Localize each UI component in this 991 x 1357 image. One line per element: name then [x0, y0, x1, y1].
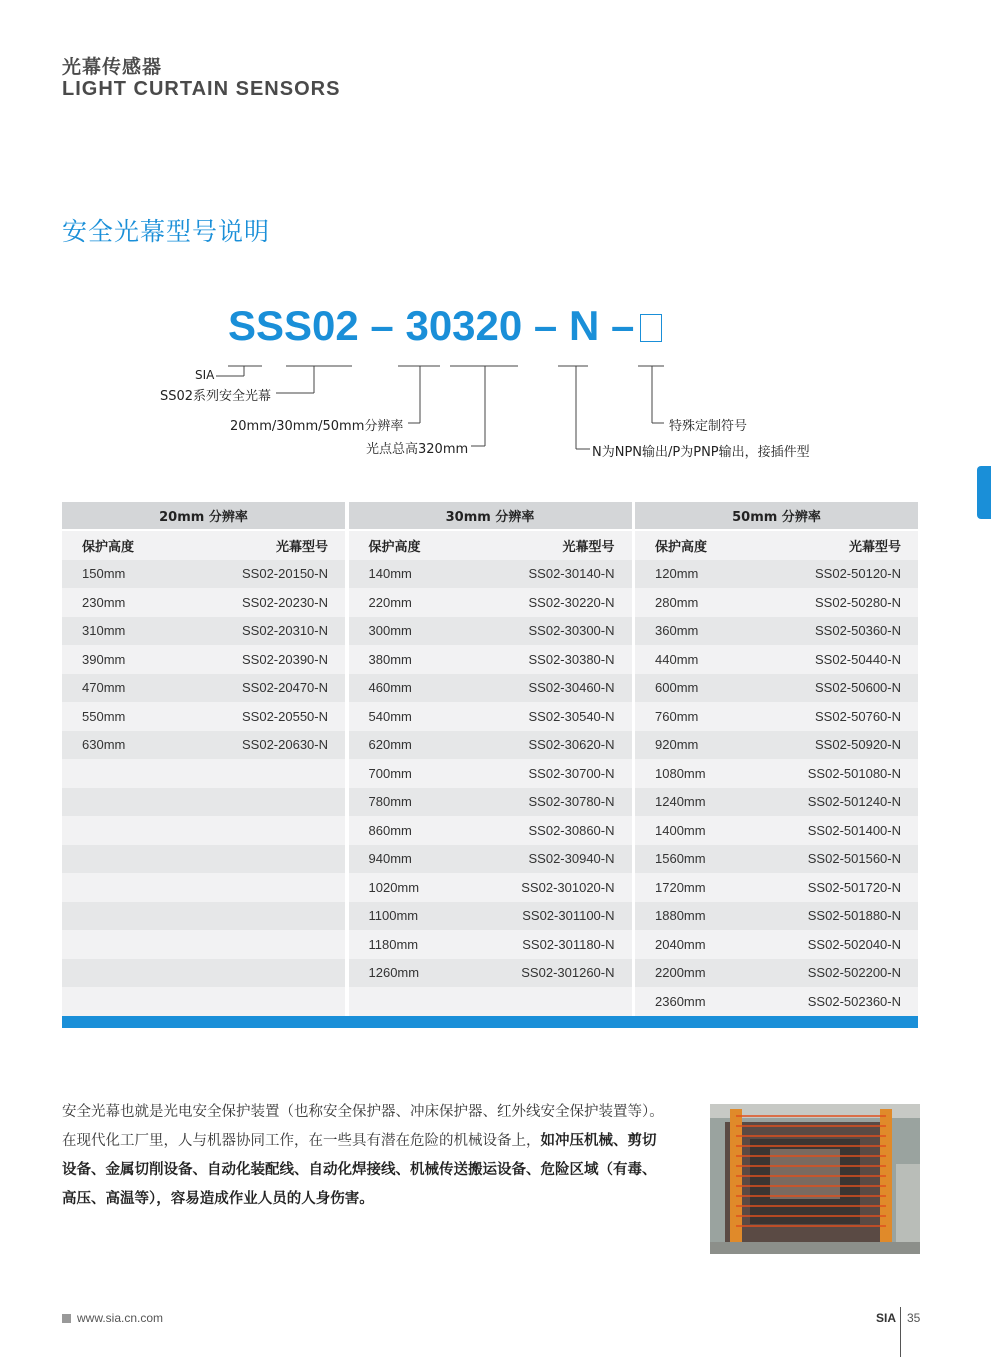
table-row [62, 930, 345, 959]
table-row [62, 759, 345, 788]
cell-model: SS02-20310-N [242, 623, 328, 639]
cell-height: 1080mm [655, 765, 706, 781]
table-column-group [349, 531, 632, 1016]
table-row [349, 560, 632, 589]
cell-height: 630mm [82, 737, 126, 753]
cell-height: 550mm [82, 708, 126, 724]
group-title-20mm: 20mm 分辨率 [62, 502, 345, 529]
cell-height: 920mm [655, 737, 699, 753]
cell-height: 1240mm [655, 794, 706, 810]
table-row [349, 759, 632, 788]
right-edge-tab [977, 466, 991, 519]
label-sia: SIA [195, 368, 215, 382]
cell-model: SS02-20230-N [242, 594, 328, 610]
cell-model: SS02-501560-N [807, 851, 901, 867]
cell-model: SS02-20390-N [242, 651, 328, 667]
cell-model: SS02-502200-N [807, 965, 901, 981]
header-model: 光幕型号 [848, 539, 901, 555]
cell-model: SS02-501080-N [807, 765, 901, 781]
table-row [62, 645, 345, 674]
table-column-header [635, 531, 918, 560]
cell-model: SS02-30540-N [528, 708, 615, 724]
table-row [62, 902, 345, 931]
cell-model: SS02-20550-N [242, 708, 328, 724]
table-row [62, 959, 345, 988]
table-row [635, 674, 918, 703]
footer-divider [900, 1307, 901, 1357]
cell-height: 780mm [368, 794, 412, 810]
table-row [635, 930, 918, 959]
cell-model: SS02-30300-N [528, 623, 615, 639]
table-row [635, 645, 918, 674]
cell-model: SS02-30700-N [528, 765, 615, 781]
cell-height: 440mm [655, 651, 699, 667]
header-title-cn: 光幕传感器 [62, 56, 163, 78]
footer-square [62, 1314, 71, 1323]
cell-height: 220mm [368, 594, 412, 610]
cell-model: SS02-501240-N [807, 794, 901, 810]
table-row [62, 788, 345, 817]
table-row [349, 674, 632, 703]
cell-height: 1260mm [368, 965, 420, 981]
cell-height: 700mm [368, 765, 412, 781]
paragraph-normal-text: 安全光幕也就是光电安全保护装置（也称安全保护器、冲床保护器、红外线安全保护装置等）。在现代化工厂里，人与机器协同工作，在一些具有潜在危险的机械设备上， [62, 1104, 664, 1149]
table-row [349, 588, 632, 617]
cell-model: SS02-50440-N [815, 651, 901, 667]
footer-url[interactable]: www.sia.cn.com [77, 1311, 164, 1325]
group-header-row [62, 502, 918, 529]
table-row [349, 617, 632, 646]
cell-height: 150mm [82, 566, 126, 582]
table-row [635, 759, 918, 788]
table-row [62, 674, 345, 703]
table-row [635, 902, 918, 931]
footer-brand: SIA [876, 1311, 897, 1325]
cell-model: SS02-301260-N [521, 965, 615, 981]
cell-height: 230mm [82, 594, 126, 610]
label-output: N为NPN输出/P为PNP输出，接插件型 [592, 445, 810, 460]
label-custom: 特殊定制符号 [669, 419, 748, 434]
cell-height: 1880mm [655, 908, 706, 924]
cell-model: SS02-50120-N [815, 566, 901, 582]
cell-height: 470mm [82, 680, 126, 696]
header-protection-height: 保护高度 [655, 539, 708, 555]
cell-model: SS02-502040-N [807, 936, 901, 952]
cell-height: 860mm [368, 822, 412, 838]
cell-model: SS02-30220-N [528, 594, 615, 610]
cell-model: SS02-30940-N [528, 851, 615, 867]
table-row [635, 873, 918, 902]
table-column-group [635, 531, 918, 1016]
cell-height: 2360mm [655, 993, 706, 1009]
table-row [349, 930, 632, 959]
cell-model: SS02-501400-N [807, 822, 901, 838]
table-column-header [62, 531, 345, 560]
label-height: 光点总高320mm [366, 442, 469, 457]
header-model: 光幕型号 [562, 539, 615, 555]
cell-model: SS02-30860-N [528, 822, 615, 838]
table-column-group [62, 531, 345, 1016]
cell-height: 760mm [655, 708, 699, 724]
cell-height: 460mm [368, 680, 412, 696]
table-row [62, 873, 345, 902]
cell-model: SS02-30380-N [528, 651, 615, 667]
table-row [62, 702, 345, 731]
cell-model: SS02-20630-N [242, 737, 328, 753]
cell-model: SS02-20150-N [242, 566, 328, 582]
model-code-text: SSS02 – 30320 – N – [228, 302, 635, 349]
cell-height: 1560mm [655, 851, 706, 867]
table-row [635, 560, 918, 589]
table-row [635, 959, 918, 988]
table-column-header [349, 531, 632, 560]
cell-height: 1180mm [368, 936, 419, 952]
label-resolution: 20mm/30mm/50mm分辨率 [230, 419, 404, 434]
table-row [62, 816, 345, 845]
header-protection-height: 保护高度 [368, 539, 421, 555]
table-row [635, 788, 918, 817]
table-row [349, 731, 632, 760]
cell-height: 360mm [655, 623, 699, 639]
table-bottom-bar [62, 1016, 918, 1028]
description-paragraph [62, 1098, 667, 1214]
table-row [62, 588, 345, 617]
table-row [635, 845, 918, 874]
table-row [635, 987, 918, 1016]
cell-model: SS02-50360-N [815, 623, 901, 639]
header-title-en: LIGHT CURTAIN SENSORS [62, 78, 341, 100]
cell-height: 620mm [368, 737, 412, 753]
cell-model: SS02-50600-N [815, 680, 901, 696]
cell-height: 140mm [368, 566, 412, 582]
table-row [62, 987, 345, 1016]
table-row [349, 645, 632, 674]
group-title-50mm: 50mm 分辨率 [635, 502, 918, 529]
cell-model: SS02-50760-N [815, 708, 901, 724]
cell-height: 300mm [368, 623, 412, 639]
header-model: 光幕型号 [275, 539, 328, 555]
table-row [349, 702, 632, 731]
header-protection-height: 保护高度 [82, 539, 135, 555]
table-row [62, 560, 345, 589]
cell-model: SS02-50280-N [815, 594, 901, 610]
cell-model: SS02-301100-N [522, 908, 615, 924]
cell-height: 1100mm [368, 908, 419, 924]
table-row [349, 902, 632, 931]
cell-model: SS02-301020-N [521, 879, 615, 895]
cell-height: 1400mm [655, 822, 706, 838]
cell-model: SS02-50920-N [815, 737, 901, 753]
table-row [62, 731, 345, 760]
cell-height: 940mm [368, 851, 412, 867]
cell-height: 2200mm [655, 965, 706, 981]
table-row [62, 617, 345, 646]
table-row [635, 617, 918, 646]
model-table [62, 502, 918, 1009]
cell-height: 310mm [82, 623, 126, 639]
table-row [349, 845, 632, 874]
cell-model: SS02-30620-N [528, 737, 615, 753]
cell-height: 120mm [655, 566, 699, 582]
table-row [635, 816, 918, 845]
cell-height: 280mm [655, 594, 699, 610]
cell-height: 600mm [655, 680, 699, 696]
model-code-diagram-lines [0, 0, 991, 470]
label-series: SS02系列安全光幕 [160, 389, 272, 404]
cell-model: SS02-501720-N [807, 879, 901, 895]
table-row [635, 731, 918, 760]
cell-model: SS02-501880-N [807, 908, 901, 924]
paragraph-bold-text: 如冲压机械、剪切设备、金属切削设备、自动化装配线、自动化焊接线、机械传送搬运设备、危险区域（有毒、高压、高温等），容易造成作业人员的人身伤害。 [62, 1133, 657, 1207]
cell-model: SS02-30460-N [528, 680, 615, 696]
cell-model: SS02-20470-N [242, 680, 328, 696]
table-row [635, 588, 918, 617]
cell-model: SS02-502360-N [807, 993, 901, 1009]
table-row [349, 959, 632, 988]
table-row [62, 845, 345, 874]
cell-model: SS02-30140-N [528, 566, 615, 582]
cell-model: SS02-301180-N [522, 936, 615, 952]
table-row [349, 788, 632, 817]
cell-model: SS02-30780-N [528, 794, 615, 810]
section-title: 安全光幕型号说明 [62, 217, 271, 246]
table-row [349, 987, 632, 1016]
cell-height: 540mm [368, 708, 412, 724]
group-title-30mm: 30mm 分辨率 [349, 502, 632, 529]
cell-height: 2040mm [655, 936, 706, 952]
cell-height: 380mm [368, 651, 412, 667]
table-row [635, 702, 918, 731]
cell-height: 1020mm [368, 879, 420, 895]
light-curtain-photo [710, 1104, 920, 1254]
cell-height: 390mm [82, 651, 126, 667]
footer-page-number: 35 [907, 1311, 921, 1325]
cell-height: 1720mm [655, 879, 706, 895]
table-row [349, 873, 632, 902]
table-row [349, 816, 632, 845]
